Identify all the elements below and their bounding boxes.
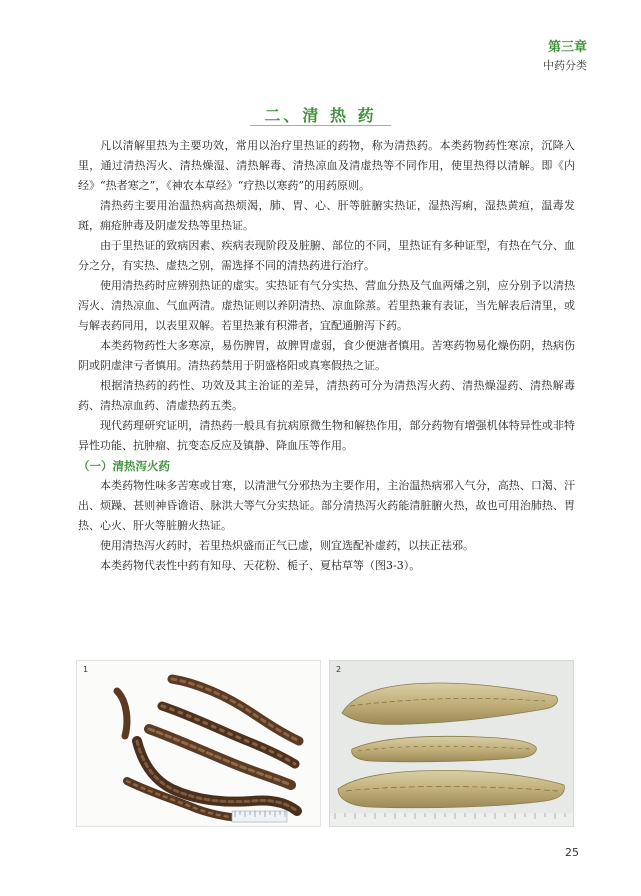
chapter-title: 第三章 [547,40,587,55]
subsection-paragraph-3: 本类药物代表性中药有知母、天花粉、栀子、夏枯草等（图3-3）。 [100,559,421,572]
subsection-paragraph-2: 使用清热泻火药时，若里热炽盛而正气已虚，则宜选配补虚药，以扶正祛邪。 [100,539,474,552]
figure-2-photo [329,660,574,827]
chapter-subtitle: 中药分类 [543,59,587,72]
subsection-heading: （一）清热泻火药 [78,459,170,473]
paragraph-1: 凡以清解里热为主要功效，常用以治疗里热证的药物，称为清热药。本类药物药性寒凉，沉降入里，通过清热泻火、清热燥湿、清热解毒、清热凉血及清虚热等不同作用，使里热得以清解。即《内经》“热者寒之”，《神农本草经》“疗热以寒药”的用药原则。 [78,139,575,192]
page-number: 25 [565,846,579,859]
paragraph-7: 现代药理研究证明，清热药一般具有抗病原微生物和解热作用，部分药物有增强机体特异性或非特异性功能、抗肿瘤、抗变态反应及镇静、降血压等作用。 [78,419,575,452]
subsection-paragraph-1: 本类药物性味多苦寒或甘寒，以清泄气分邪热为主要作用，主治温热病邪入气分，高热、口渴、汗出、烦躁、甚则神昏谵语、脉洪大等气分实热证。部分清热泻火药能清脏腑火热，故也可用治肺热、胃热、心火、肝火等脏腑火热证。 [78,479,575,532]
figure-1-number: 1 [83,665,89,674]
paragraph-5: 本类药物药性大多寒凉，易伤脾胃，故脾胃虚弱，食少便溏者慎用。苦寒药物易化燥伤阴，热病伤阴或阴虚津亏者慎用。清热药禁用于阴盛格阳或真寒假热之证。 [78,339,575,372]
paragraph-3: 由于里热证的致病因素、疾病表现阶段及脏腑、部位的不同，里热证有多种证型，有热在气分、血分之分，有实热、虚热之别，需选择不同的清热药进行治疗。 [78,239,575,272]
figure-2-number: 2 [336,665,342,674]
paragraph-4: 使用清热药时应辨别热证的虚实。实热证有气分实热、营血分热及气血两燔之别，应分别予以清热泻火、清热凉血、气血两清。虚热证则以养阴清热、凉血除蒸。若里热兼有表证，当先解表后清里，或与解表药同用，以表里双解。若里热兼有积滞者，宜配通腑泻下药。 [78,279,575,332]
paragraph-6: 根据清热药的药性、功效及其主治证的差异，清热药可分为清热泻火药、清热燥湿药、清热解毒药、清热凉血药、清虚热药五类。 [78,379,575,412]
body-text [78,136,575,576]
chapter-header [543,40,587,73]
scale-strip [330,813,573,826]
root-pieces-illustration [330,661,573,826]
section-title: 二、清 热 药 [264,106,377,125]
figure-1-photo [76,660,321,827]
paragraph-2: 清热药主要用治温热病高热烦渴，肺、胃、心、肝等脏腑实热证，湿热泻痢，湿热黄疸，温毒发斑，痈疮肿毒及阴虚发热等里热证。 [78,199,575,232]
root-strips-illustration [77,661,320,826]
section-title-rule [250,125,391,126]
